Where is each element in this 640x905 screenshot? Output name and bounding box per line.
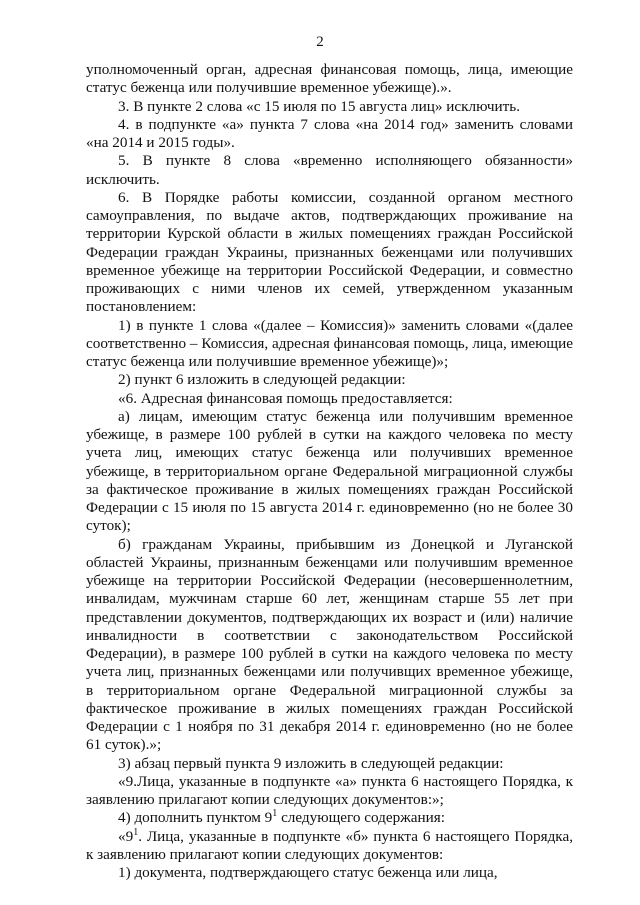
paragraph-point-6b: б) гражданам Украины, прибывшим из Донецкой и Луганской областей Украины, признанным беженцами или получившим временное убежище на территории Российской Федерации (несовершеннолетним, инвалидам, мужчинам старше 60 лет, женщинам старше 55 лет при представлении документов, подтверждающих их возраст и (или) наличие инвалидности в соответствии с законодательством Российской Федерации), в размере 100 рублей в сутки на каждого человека по месту учета лиц, признанных беженцами или получивщих временное убежище, в территориальном органе Федеральной миграционной службы за фактическое проживание в жилых помещениях граждан Российской Федерации с 1 ноября по 31 декабря 2014 г. единовременно (но не более 61 суток).»; [86, 535, 573, 754]
subitem-4-text-before: 4) дополнить пунктом 9 [118, 809, 273, 827]
point-9-1-text-before: «9 [118, 827, 134, 845]
paragraph-point-9-1 [86, 828, 573, 865]
paragraph-continuation: уполномоченный орган, адресная финансовая помощь, лица, имеющие статус беженца или получившие временное убежище).». [86, 61, 573, 97]
paragraph-document-item-1: 1) документа, подтверждающего статус беженца или лица, [118, 864, 498, 881]
subitem-4-superscript: 1 [272, 808, 278, 820]
paragraph-item-3: 3. В пункте 2 слова «с 15 июля по 15 августа лиц» исключить. [118, 97, 520, 115]
paragraph-item-4: 4. в подпункте «а» пункта 7 слова «на 2014 год» заменить словами «на 2014 и 2015 годы». [86, 115, 573, 151]
subitem-4-text-after: следующего содержания: [277, 809, 445, 827]
paragraph-subitem-1: 1) в пункте 1 слова «(далее – Комиссия)» заменить словами «(далее соответственно – Комиссия, адресная финансовая помощь, лица, имеющие статус беженца или получившие временное убежище)»; [86, 316, 573, 370]
paragraph-subitem-3: 3) абзац первый пункта 9 изложить в следующей редакции: [118, 754, 504, 772]
paragraph-point-6a: а) лицам, имеющим статус беженца или получившим временное убежище, в размере 100 рублей в сутки на каждого человека по месту учета лиц, имеющих статус беженца или получивших временное убежище, в территориальном органе Федеральной миграционной службы за фактическое проживание в жилых помещениях граждан Российской Федерации с 15 июля по 15 августа 2014 г. единовременно (но не более 30 суток); [86, 407, 573, 535]
paragraph-subitem-4 [86, 809, 573, 827]
document-body [86, 61, 573, 882]
point-9-1-superscript: 1 [133, 826, 139, 838]
paragraph-point-6: «6. Адресная финансовая помощь предоставляется: [118, 389, 453, 407]
point-9-1-text-after: . Лица, указанные в подпункте «б» пункта 6 настоящего Порядка, к заявлению прилагают копии следующих документов: [86, 827, 573, 863]
paragraph-point-9: «9.Лица, указанные в подпункте «а» пункта 6 настоящего Порядка, к заявлению прилагают копии следующих документов:»; [86, 772, 573, 808]
paragraph-item-6: 6. В Порядке работы комиссии, созданной органом местного самоуправления, по выдаче актов, подтверждающих проживание на территории Курской области в жилых помещениях граждан Российской Федерации граждан Украины, признанных беженцами или получивших временное убежище на территории Российской Федерации, и совместно проживающих с ними членов их семей, утвержденном указанным постановлением: [86, 188, 573, 316]
paragraph-item-5: 5. В пункте 8 слова «временно исполняющего обязанности» исключить. [86, 152, 573, 188]
page-number: 2 [316, 34, 324, 50]
paragraph-subitem-2: 2) пункт 6 изложить в следующей редакции: [118, 371, 406, 389]
